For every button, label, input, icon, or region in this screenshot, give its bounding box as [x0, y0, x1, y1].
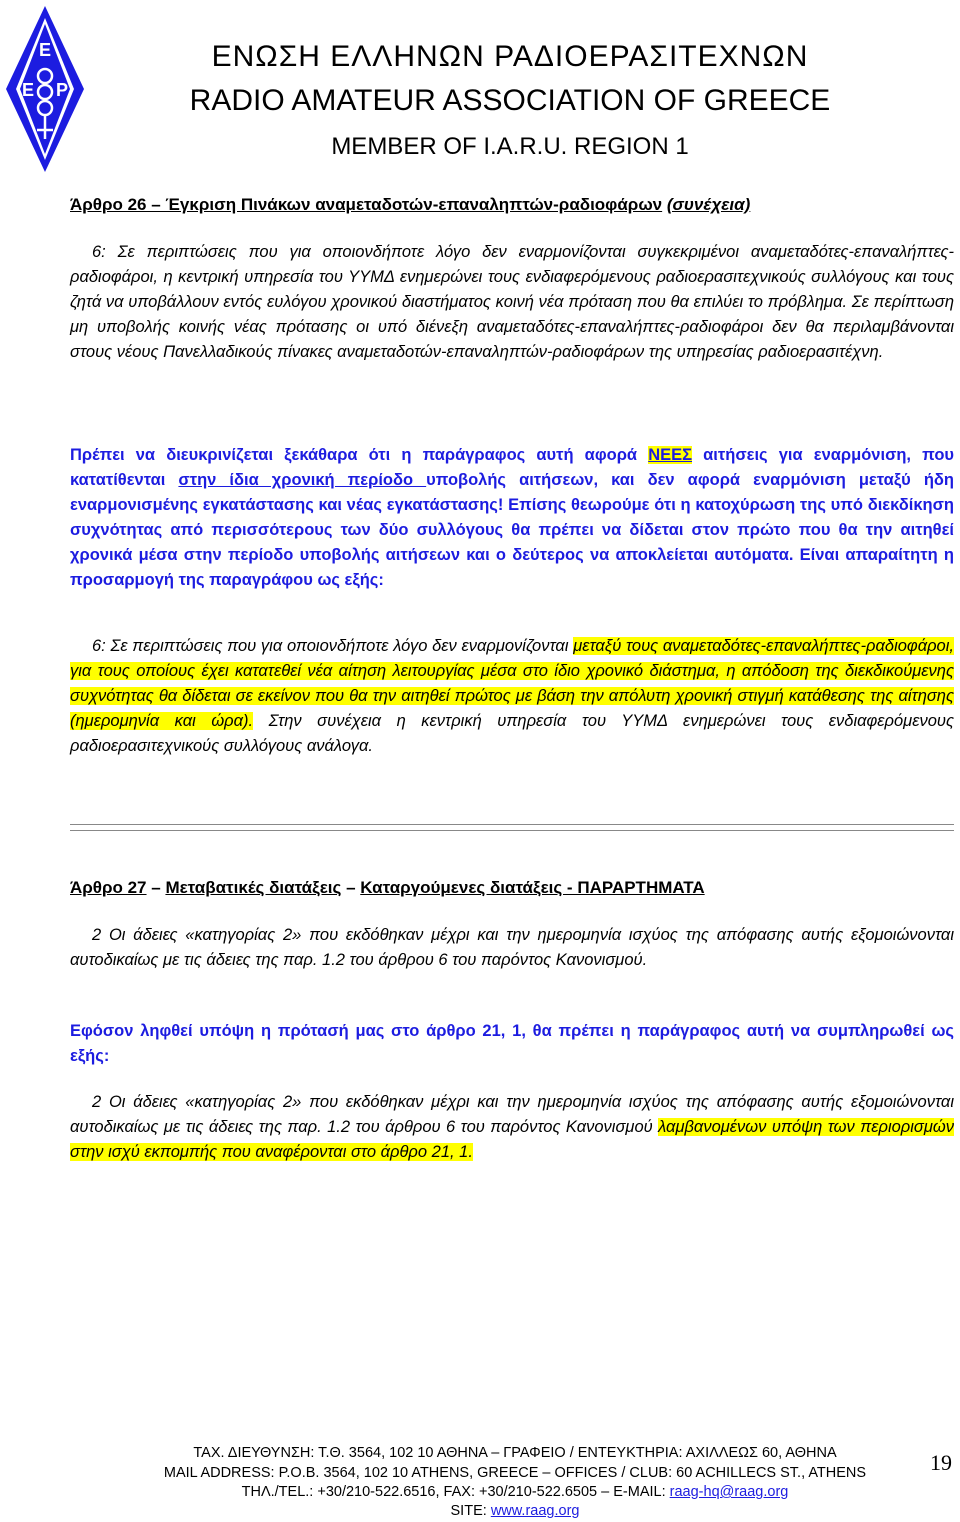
article-27-heading-part: –: [341, 878, 361, 897]
article-26-proposed-paragraph: [70, 634, 954, 759]
section-divider: [70, 824, 954, 825]
proposal-highlight: λαμβανομένων υπόψη των περιορισμών στην ισχύ εκπομπής που αναφέρονται στο άρθρο 21, 1.: [70, 1118, 954, 1161]
header-title-english: RADIO AMATEUR ASSOCIATION OF GREECE: [189, 84, 831, 117]
section-divider: [70, 830, 954, 831]
footer-email-link[interactable]: raag-hq@raag.org: [669, 1484, 789, 1500]
header-title-greek: ΕΝΩΣΗ ΕΛΛΗΝΩΝ ΡΑΔΙΟΕΡΑΣΙΤΕΧΝΩΝ: [211, 40, 809, 73]
paragraph-mark: 2: [92, 1093, 102, 1111]
footer-contact-text: ΤΗΛ./TEL.: +30/210-522.6516, FAX: +30/210-522.6505 – E-MAIL:: [241, 1484, 670, 1500]
footer-address-english: MAIL ADDRESS: P.O.B. 3564, 102 10 ATHENS, GREECE – OFFICES / CLUB: 60 ACHILLECS ST., ATHENS: [163, 1465, 867, 1481]
article-26-comment: [70, 443, 954, 593]
article-27-heading-part: Καταργούμενες διατάξεις - ΠΑΡΑΡΤΗΜΑΤΑ: [360, 878, 705, 897]
paragraph-text: Οι άδειες «κατηγορίας 2» που εκδόθηκαν μέχρι και την ημερομηνία ισχύος της απόφασης αυτής εξομοιώνονται αυτοδικαίως με τις άδειες της παρ. 1.2 του άρθρου 6 του παρόντος Κανονισμού.: [70, 926, 954, 969]
paragraph-mark: 6:: [92, 243, 106, 261]
article-27-proposed-paragraph: [70, 1090, 954, 1165]
article-27-heading-part: Μεταβατικές διατάξεις: [165, 878, 342, 897]
comment-text: υποβολής αιτήσεων, και δεν αφορά εναρμόνιση μεταξύ ήδη εναρμονισμένης εγκατάστασης και νέας εγκατάστασης! Επίσης θεωρούμε ότι η κατοχύρωση της υπό διεκδίκηση συχνότητας από περισσότερους των δύο συλλόγους θα πρέπει να δίδεται στον πρώτο που θα την αιτηθεί χρονικά μέσα στην περίοδο υποβολής αιτήσεων και ο δεύτερος να αποκλείεται αυτόματα. Είναι απαραίτητη η προσαρμογή της παραγράφου ως εξής:: [70, 471, 954, 589]
svg-text:Ε: Ε: [38, 40, 52, 60]
footer-contact: [0, 1483, 960, 1502]
footer-address-greek: ΤΑΧ. ΔΙΕΥΘΥΝΣΗ: Τ.Θ. 3564, 102 10 ΑΘΗΝΑ – ΓΡΑΦΕΙΟ / ΕΝΤΕΥΚΤΗΡΙΑ: ΑΧΙΛΛΕΩΣ 60, ΑΘΗΝΑ: [193, 1445, 837, 1461]
footer-site-link[interactable]: www.raag.org: [490, 1503, 580, 1519]
article-27-heading-part: Άρθρο 27: [70, 878, 147, 897]
article-26-heading-main: Άρθρο 26 – Έγκριση Πινάκων αναμεταδοτών-επαναληπτών-ραδιοφάρων: [70, 195, 663, 214]
paragraph-mark: 6:: [92, 637, 106, 655]
footer-site: [0, 1502, 960, 1521]
comment-text: Πρέπει να διευκρινίζεται ξεκάθαρα ότι η παράγραφος αυτή αφορά: [70, 446, 649, 464]
svg-text:Ρ: Ρ: [55, 80, 69, 100]
proposal-text: Σε περιπτώσεις που για οποιονδήποτε λόγο δεν εναρμονίζονται: [105, 637, 574, 655]
article-27-comment: Εφόσον ληφθεί υπόψη η πρότασή μας στο άρθρο 21, 1, θα πρέπει η παράγραφος αυτή να συμπληρωθεί ως εξής:: [70, 1022, 954, 1065]
comment-same-period: στην ίδια χρονική περίοδο: [178, 471, 427, 489]
article-27-heading-part: –: [146, 878, 166, 897]
page-number: 19: [930, 1450, 952, 1475]
article-26-heading: [70, 193, 954, 217]
comment-text: αιτήσεις για εναρμόνιση, που κατατίθενται: [70, 446, 955, 489]
paragraph-mark: 2: [92, 926, 102, 944]
comment-new-emphasis: ΝΕΕΣ: [648, 446, 693, 464]
proposal-highlight: μεταξύ τους αναμεταδότες-επαναλήπτες-ραδιοφάροι, για τους οποίους έχει κατατεθεί νέα αίτηση λειτουργίας μέσα στο ίδιο χρονικό διάστημα, η απόδοση της διεκδικούμενης συχνότητας θα δίδεται σε εκείνον που θα την αιτηθεί πρώτος με βάση την απόλυτη χρονική στιγμή κατάθεσης της αίτησης (ημερομηνία και ώρα).: [70, 637, 954, 730]
header-member-line: MEMBER OF I.A.R.U. REGION 1: [331, 133, 689, 160]
article-27-paragraph-2: [70, 923, 954, 973]
proposal-text: Στην συνέχεια η κεντρική υπηρεσία του ΥΥΜΔ ενημερώνει τους ενδιαφερόμενους ραδιοερασιτεχνικούς συλλόγους ανάλογα.: [70, 712, 954, 755]
proposal-text: Οι άδειες «κατηγορίας 2» που εκδόθηκαν μέχρι και την ημερομηνία ισχύος της απόφασης αυτής εξομοιώνονται αυτοδικαίως με τις άδειες της παρ. 1.2 του άρθρου 6 του παρόντος Κανονισμού: [70, 1093, 954, 1136]
svg-text:Ε: Ε: [21, 80, 35, 100]
article-26-heading-suffix: (συνέχεια): [666, 195, 751, 214]
paragraph-text: Σε περιπτώσεις που για οποιονδήποτε λόγο δεν εναρμονίζονται συγκεκριμένοι αναμεταδότες-επαναλήπτες-ραδιοφάροι, η κεντρική υπηρεσία του ΥΥΜΔ ενημερώνει τους ενδιαφερόμενους ραδιοερασιτεχνικούς συλλόγους και τους ζητά να υποβάλλουν εντός ευλόγου χρονικού διαστήματος κοινή νέα πρόταση που θα επιλύει το πρόβλημα. Σε περίπτωση μη υποβολής κοινής νέας πρότασης οι υπό διένεξη αναμεταδότες-επαναλήπτες-ραδιοφάροι δεν θα περιλαμβάνονται στους νέους Πανελλαδικούς πίνακες αναμεταδοτών-επαναληπτών-ραδιοφάρων της υπηρεσίας ραδιοερασιτέχνη.: [70, 243, 954, 361]
article-27-heading: [70, 876, 954, 900]
footer-site-label: SITE:: [450, 1503, 491, 1519]
article-26-paragraph-6: [70, 240, 954, 365]
